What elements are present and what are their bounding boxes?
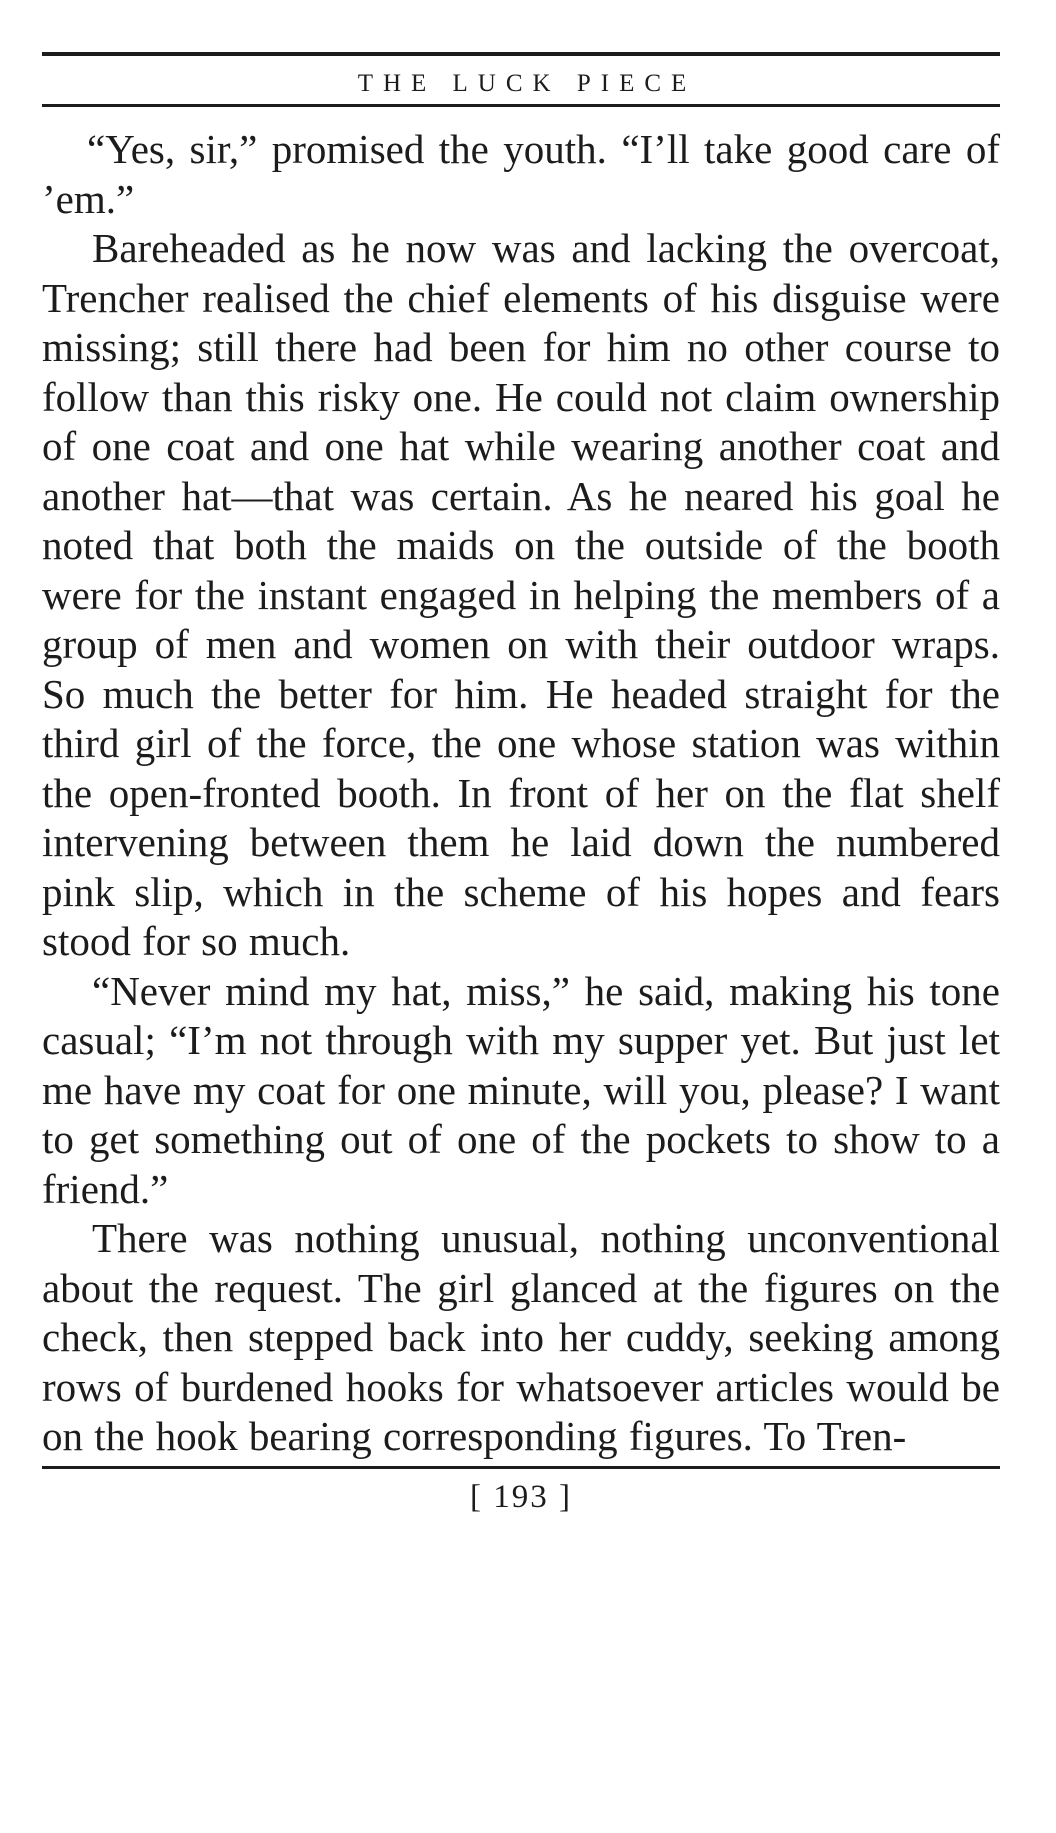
page-number: [ 193 ] [470, 1478, 572, 1515]
footer-rule [42, 1466, 1000, 1469]
paragraph: Bareheaded as he now was and lacking the overcoat, Trencher realised the chief elements of his disguise were missing; still there had been for him no other course to follow than this risky one. He could not claim ownership of one coat and one hat while wearing another coat and another hat—that was certain. As he neared his goal he noted that both the maids on the outside of the booth were for the instant engaged in helping the members of a group of men and women on with their outdoor wraps. So much the better for him. He headed straight for the third girl of the force, the one whose station was within the open-fronted booth. In front of her on the flat shelf intervening between them he laid down the numbered pink slip, which in the scheme of his hopes and fears stood for so much. [42, 225, 1000, 964]
paragraph: “Never mind my hat, miss,” he said, making his tone casual; “I’m not through with my supper yet. But just let me have my coat for one minute, will you, please? I want to get something out of one of the pockets to show to a friend.” [42, 967, 1000, 1212]
body-text [42, 125, 1000, 1462]
book-page [42, 52, 1000, 1792]
running-head: THE LUCK PIECE [357, 70, 697, 97]
paragraph: “Yes, sir,” promised the youth. “I’ll take good care of ’em.” [42, 126, 1000, 222]
paragraph: There was nothing unusual, nothing unconventional about the request. The girl glanced at the figures on the check, then stepped back into her cuddy, seeking among rows of burdened hooks for whatsoever articles would be on the hook bearing corresponding figures. To Tren- [42, 1215, 1000, 1459]
header-rule-top [42, 52, 1000, 56]
header-rule-bottom [42, 104, 1000, 107]
